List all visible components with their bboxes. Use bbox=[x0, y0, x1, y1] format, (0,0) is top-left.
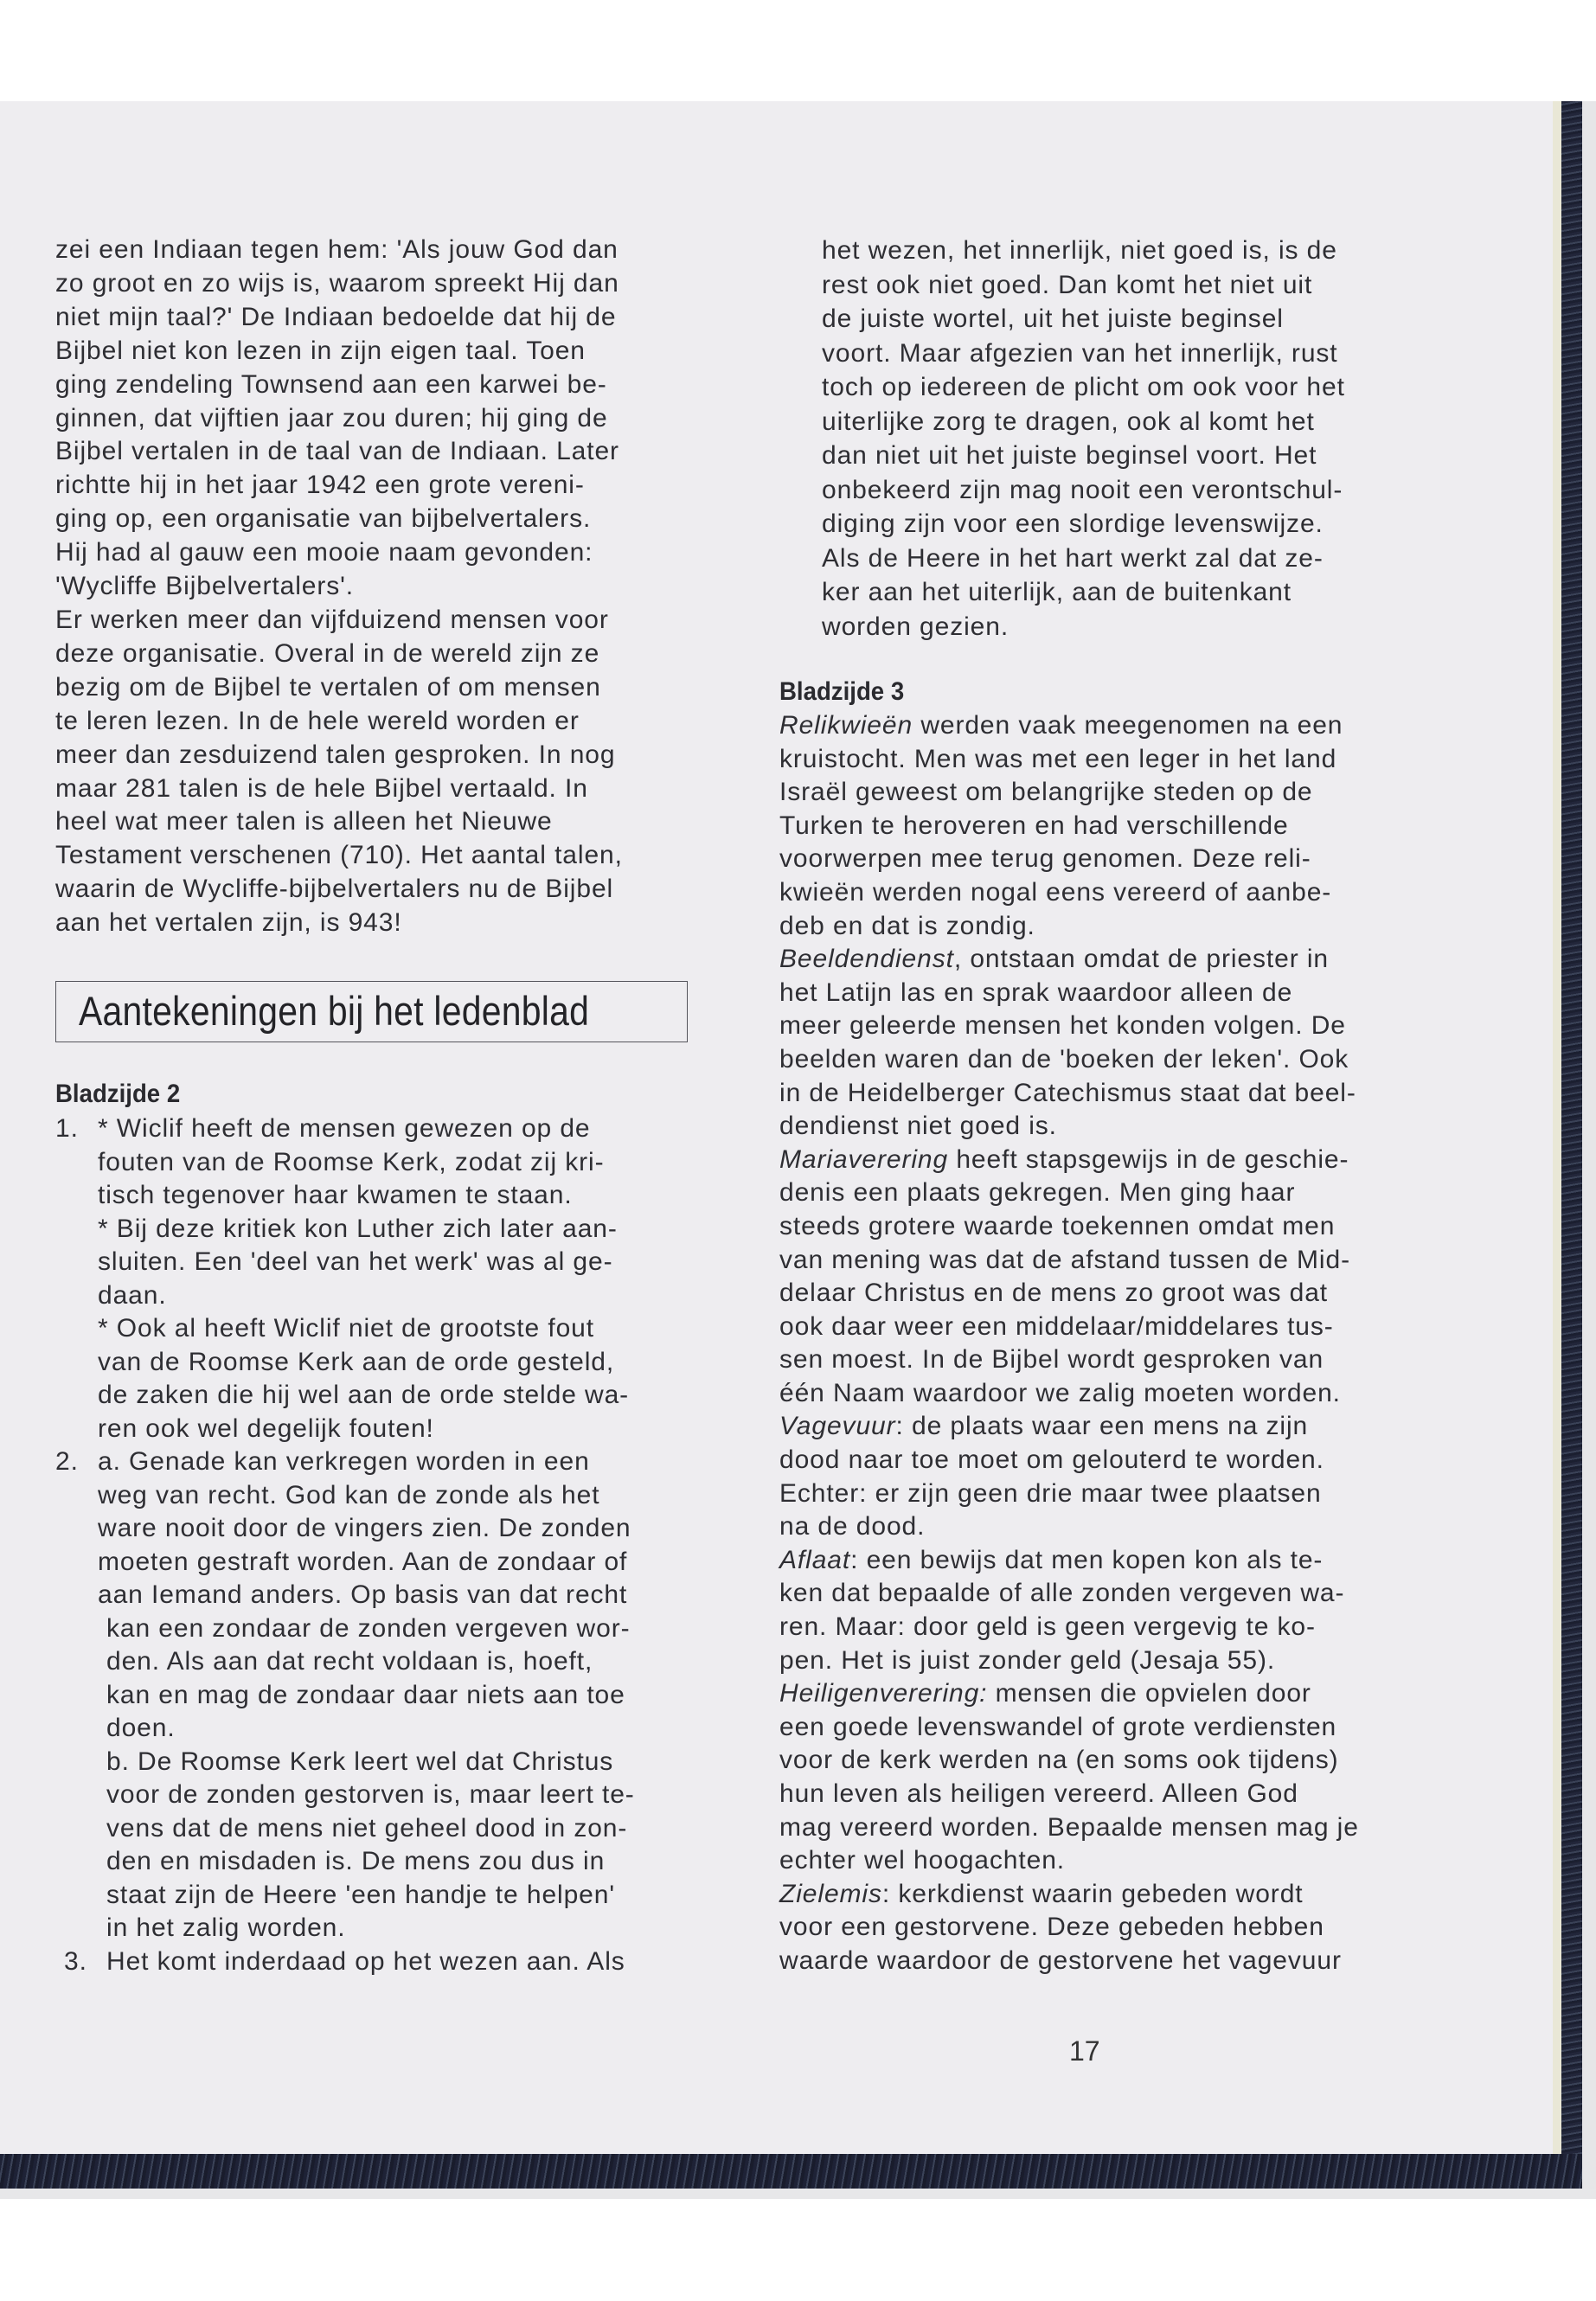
text-line: heel wat meer talen is alleen het Nieuwe bbox=[55, 807, 553, 836]
list-line bbox=[55, 1945, 635, 1979]
glossary-text: dood naar toe moet om gelouterd te worden. bbox=[779, 1445, 1324, 1475]
list-line bbox=[55, 1346, 635, 1380]
text-line: aan het vertalen zijn, is 943! bbox=[55, 908, 402, 938]
glossary-text: : de plaats waar een mens na zijn bbox=[895, 1412, 1309, 1441]
list-line bbox=[55, 1579, 635, 1612]
glossary-text: Echter: er zijn geen drie maar twee plaatsen bbox=[779, 1478, 1322, 1508]
notes-heading: Aantekeningen bij het ledenblad bbox=[79, 988, 590, 1034]
list-line bbox=[55, 1413, 635, 1446]
glossary-line bbox=[779, 1711, 1359, 1745]
glossary-text: pen. Het is juist zonder geld (Jesaja 55). bbox=[779, 1645, 1276, 1675]
list-text: sluiten. Een 'deel van het werk' was al ge- bbox=[98, 1247, 613, 1276]
list-text: fouten van de Roomse Kerk, zodat zij kri- bbox=[98, 1147, 605, 1176]
text-line: Er werken meer dan vijfduizend mensen voor bbox=[55, 605, 609, 634]
glossary-line bbox=[779, 1144, 1359, 1177]
right-column-intro-text bbox=[822, 234, 1345, 644]
glossary-text: kwieën werden nogal eens vereerd of aanbe- bbox=[779, 877, 1332, 907]
text-line: toch op iedereen de plicht om ook voor het bbox=[822, 373, 1345, 401]
glossary-line bbox=[779, 1544, 1359, 1578]
glossary-line bbox=[779, 1343, 1359, 1377]
list-text: weg van recht. God kan de zonde als het bbox=[98, 1480, 600, 1509]
text-line: te leren lezen. In de hele wereld worden er bbox=[55, 706, 580, 735]
text-line: uiterlijke zorg te dragen, ook al komt het bbox=[822, 407, 1315, 436]
text-line: meer dan zesduizend talen gesproken. In nog bbox=[55, 740, 616, 769]
list-line bbox=[55, 1912, 635, 1945]
glossary-term: Heiligenverering: bbox=[779, 1679, 988, 1708]
glossary-text: Turken te heroveren en had verschillende bbox=[779, 811, 1289, 840]
glossary-line bbox=[779, 1577, 1359, 1611]
list-text: daan. bbox=[98, 1280, 167, 1310]
glossary-line bbox=[779, 743, 1359, 777]
list-line bbox=[55, 1546, 635, 1580]
glossary-term: Zielemis bbox=[779, 1879, 882, 1908]
list-line bbox=[55, 1746, 635, 1779]
glossary-line bbox=[779, 1377, 1359, 1411]
list-number: 2. bbox=[55, 1447, 79, 1476]
list-line bbox=[55, 1146, 635, 1180]
list-line bbox=[55, 1812, 635, 1846]
glossary-text: een goede levenswandel of grote verdiensten bbox=[779, 1712, 1337, 1741]
text-line: diging zijn voor een slordige levenswijze. bbox=[822, 510, 1324, 538]
glossary-line bbox=[779, 1477, 1359, 1511]
list-text: vens dat de mens niet geheel dood in zon- bbox=[106, 1813, 628, 1843]
glossary-text: echter wel hoogachten. bbox=[779, 1846, 1066, 1875]
list-line bbox=[55, 1379, 635, 1413]
list-line bbox=[55, 1279, 635, 1313]
text-line: deze organisatie. Overal in de wereld zijn ze bbox=[55, 638, 600, 668]
glossary-line bbox=[779, 1911, 1359, 1945]
glossary-text: voorwerpen mee terug genomen. Deze reli- bbox=[779, 844, 1311, 874]
book-cover-bottom-edge bbox=[0, 2154, 1582, 2189]
glossary-text: kruistocht. Men was met een leger in het land bbox=[779, 744, 1337, 773]
text-line: richtte hij in het jaar 1942 een grote vereni- bbox=[55, 471, 585, 500]
text-line: onbekeerd zijn mag nooit een verontschul- bbox=[822, 475, 1343, 504]
glossary-line bbox=[779, 1009, 1359, 1043]
glossary-text: na de dood. bbox=[779, 1512, 926, 1541]
glossary-text: beelden waren dan de 'boeken der leken'. Ook bbox=[779, 1044, 1349, 1074]
glossary-text: denis een plaats gekregen. Men ging haar bbox=[779, 1178, 1296, 1208]
list-text: moeten gestraft worden. Aan de zondaar of bbox=[98, 1547, 628, 1576]
list-line bbox=[55, 1179, 635, 1213]
list-text: * Bij deze kritiek kon Luther zich later aan- bbox=[98, 1214, 618, 1243]
glossary-term: Mariaverering bbox=[779, 1144, 949, 1174]
list-text: voor de zonden gestorven is, maar leert te- bbox=[106, 1780, 635, 1809]
section-title-bladzijde-2: Bladzijde 2 bbox=[55, 1080, 181, 1108]
glossary-text: deb en dat is zondig. bbox=[779, 911, 1035, 940]
list-line bbox=[55, 1312, 635, 1346]
glossary-line bbox=[779, 943, 1359, 977]
scan-margin-right bbox=[1582, 101, 1596, 2189]
glossary-line bbox=[779, 810, 1359, 843]
glossary-line bbox=[779, 1311, 1359, 1344]
text-line: Bijbel niet kon lezen in zijn eigen taal. Toen bbox=[55, 336, 586, 365]
glossary-text: ook daar weer een middelaar/middelares tus- bbox=[779, 1311, 1334, 1341]
list-number: 3. bbox=[64, 1946, 87, 1976]
glossary-term: Vagevuur bbox=[779, 1412, 896, 1441]
text-line: ging op, een organisatie van bijbelvertalers. bbox=[55, 504, 592, 534]
glossary-line bbox=[779, 1176, 1359, 1210]
text-line: Als de Heere in het hart werkt zal dat ze- bbox=[822, 543, 1324, 573]
glossary-line bbox=[779, 709, 1359, 743]
glossary-text: : een bewijs dat men kopen kon als te- bbox=[850, 1545, 1324, 1574]
list-text: in het zalig worden. bbox=[106, 1913, 346, 1942]
list-line bbox=[55, 1879, 635, 1913]
list-text: staat zijn de Heere 'een handje te helpen' bbox=[106, 1880, 615, 1909]
glossary-text: Israël geweest om belangrijke steden op de bbox=[779, 778, 1313, 807]
glossary-text: ken dat bepaalde of alle zonden vergeven wa- bbox=[779, 1579, 1345, 1608]
text-line: de juiste wortel, uit het juiste beginsel bbox=[822, 304, 1284, 333]
list-text: kan een zondaar de zonden vergeven wor- bbox=[106, 1613, 631, 1643]
text-line: 'Wycliffe Bijbelvertalers'. bbox=[55, 572, 355, 601]
glossary-line bbox=[779, 1945, 1359, 1978]
glossary-line bbox=[779, 910, 1359, 944]
list-line bbox=[55, 1645, 635, 1679]
glossary-line bbox=[779, 1878, 1359, 1912]
text-line: ker aan het uiterlijk, aan de buitenkant bbox=[822, 578, 1292, 606]
text-line: Hij had al gauw een mooie naam gevonden: bbox=[55, 538, 593, 567]
list-line bbox=[55, 1213, 635, 1247]
list-text: ren ook wel degelijk fouten! bbox=[98, 1413, 434, 1443]
list-text: b. De Roomse Kerk leert wel dat Christus bbox=[106, 1747, 614, 1776]
glossary-line bbox=[779, 1277, 1359, 1311]
list-line bbox=[55, 1112, 635, 1146]
glossary-text: werden vaak meegenomen na een bbox=[913, 711, 1343, 740]
list-line bbox=[55, 1612, 635, 1646]
list-line bbox=[55, 1779, 635, 1812]
list-text: a. Genade kan verkregen worden in een bbox=[98, 1447, 590, 1476]
list-text: de zaken die hij wel aan de orde stelde wa- bbox=[98, 1381, 630, 1409]
page-edge bbox=[1553, 101, 1561, 2154]
glossary-line bbox=[779, 1778, 1359, 1811]
list-text: aan Iemand anders. Op basis van dat recht bbox=[98, 1580, 628, 1609]
scan-margin-bottom bbox=[0, 2189, 1596, 2199]
text-line: het wezen, het innerlijk, niet goed is, is de bbox=[822, 236, 1337, 265]
bladzijde-3-glossary-text bbox=[779, 709, 1359, 1978]
text-line: Testament verschenen (710). Het aantal talen, bbox=[55, 841, 623, 870]
list-text: tisch tegenover haar kwamen te staan. bbox=[98, 1181, 573, 1209]
glossary-line bbox=[779, 1110, 1359, 1144]
glossary-text: : kerkdienst waarin gebeden wordt bbox=[881, 1879, 1304, 1908]
list-line bbox=[55, 1246, 635, 1279]
list-text: den. Als aan dat recht voldaan is, hoeft, bbox=[106, 1647, 593, 1676]
glossary-text: steeds grotere waarde toekennen omdat men bbox=[779, 1211, 1336, 1240]
text-line: niet mijn taal?' De Indiaan bedoelde dat hij de bbox=[55, 302, 617, 331]
glossary-line bbox=[779, 1410, 1359, 1444]
list-text: doen. bbox=[106, 1714, 176, 1742]
glossary-text: in de Heidelberger Catechismus staat dat beel- bbox=[779, 1078, 1356, 1107]
glossary-text: mensen die opvielen door bbox=[987, 1679, 1311, 1708]
text-line: maar 281 talen is de hele Bijbel vertaald. In bbox=[55, 773, 588, 803]
glossary-line bbox=[779, 1077, 1359, 1111]
glossary-text: waarde waardoor de gestorvene het vagevuur bbox=[779, 1945, 1342, 1975]
page-number: 17 bbox=[1069, 2035, 1100, 2067]
glossary-line bbox=[779, 1510, 1359, 1544]
list-text: * Wiclif heeft de mensen gewezen op de bbox=[98, 1114, 591, 1143]
text-line: worden gezien. bbox=[822, 612, 1010, 641]
text-line: waarin de Wycliffe-bijbelvertalers nu de Bijbel bbox=[55, 875, 614, 904]
glossary-line bbox=[779, 1744, 1359, 1778]
list-text: den en misdaden is. De mens zou dus in bbox=[106, 1847, 606, 1875]
glossary-text: heeft stapsgewijs in de geschie- bbox=[948, 1144, 1349, 1174]
glossary-text: voor de kerk werden na (en soms ook tijdens) bbox=[779, 1746, 1339, 1775]
text-line: Bijbel vertalen in de taal van de Indiaan. Later bbox=[55, 437, 619, 466]
glossary-text: delaar Christus en de mens zo groot was dat bbox=[779, 1279, 1329, 1308]
glossary-line bbox=[779, 1844, 1359, 1878]
list-text: Het komt inderdaad op het wezen aan. Als bbox=[106, 1946, 625, 1976]
glossary-line bbox=[779, 1611, 1359, 1644]
list-text: van de Roomse Kerk aan de orde gesteld, bbox=[98, 1347, 615, 1376]
glossary-term: Aflaat bbox=[779, 1545, 851, 1574]
glossary-line bbox=[779, 876, 1359, 910]
glossary-text: mag vereerd worden. Bepaalde mensen mag je bbox=[779, 1812, 1359, 1842]
glossary-line bbox=[779, 776, 1359, 810]
glossary-text: ren. Maar: door geld is geen vergevig te ko- bbox=[779, 1612, 1316, 1642]
text-line: ging zendeling Townsend aan een karwei be- bbox=[55, 369, 607, 399]
list-number: 1. bbox=[55, 1114, 79, 1143]
list-text: ware nooit door de vingers zien. De zonden bbox=[98, 1514, 631, 1542]
text-line: bezig om de Bijbel te vertalen of om mensen bbox=[55, 672, 601, 702]
glossary-text: van mening was dat de afstand tussen de Mid- bbox=[779, 1245, 1350, 1274]
text-line: zo groot en zo wijs is, waarom spreekt Hij dan bbox=[55, 268, 619, 298]
notes-heading-box bbox=[55, 981, 688, 1042]
glossary-line bbox=[779, 1644, 1359, 1678]
glossary-text: , ontstaan omdat de priester in bbox=[953, 945, 1329, 974]
glossary-line bbox=[779, 1043, 1359, 1077]
list-text: kan en mag de zondaar daar niets aan toe bbox=[106, 1680, 625, 1709]
list-line bbox=[55, 1479, 635, 1513]
glossary-line bbox=[779, 1244, 1359, 1278]
list-line bbox=[55, 1445, 635, 1479]
list-line bbox=[55, 1679, 635, 1713]
text-line: voort. Maar afgezien van het innerlijk, rust bbox=[822, 338, 1338, 368]
list-line bbox=[55, 1512, 635, 1546]
glossary-line bbox=[779, 843, 1359, 876]
glossary-line bbox=[779, 1210, 1359, 1244]
glossary-line bbox=[779, 1444, 1359, 1477]
text-line: rest ook niet goed. Dan komt het niet uit bbox=[822, 270, 1313, 299]
glossary-text: het Latijn las en sprak waardoor alleen de bbox=[779, 977, 1293, 1007]
bladzijde-2-numbered-notes bbox=[55, 1112, 635, 1978]
glossary-text: sen moest. In de Bijbel wordt gesproken van bbox=[779, 1345, 1324, 1375]
book-cover-right-edge bbox=[1561, 101, 1582, 2189]
text-line: zei een Indiaan tegen hem: 'Als jouw God dan bbox=[55, 235, 619, 264]
text-line: dan niet uit het juiste beginsel voort. Het bbox=[822, 441, 1317, 470]
glossary-text: één Naam waardoor we zalig moeten worden. bbox=[779, 1378, 1341, 1407]
glossary-line bbox=[779, 977, 1359, 1010]
glossary-term: Relikwieën bbox=[779, 711, 913, 740]
glossary-line bbox=[779, 1677, 1359, 1711]
list-line bbox=[55, 1845, 635, 1879]
glossary-line bbox=[779, 1811, 1359, 1845]
list-text: * Ook al heeft Wiclif niet de grootste fout bbox=[98, 1314, 594, 1343]
left-column-intro-text bbox=[55, 234, 623, 940]
glossary-text: hun leven als heiligen vereerd. Alleen God bbox=[779, 1779, 1298, 1808]
list-line bbox=[55, 1712, 635, 1746]
glossary-text: dendienst niet goed is. bbox=[779, 1112, 1057, 1141]
glossary-text: meer geleerde mensen het konden volgen. De bbox=[779, 1011, 1346, 1041]
text-line: ginnen, dat vijftien jaar zou duren; hij ging de bbox=[55, 403, 608, 433]
glossary-text: voor een gestorvene. Deze gebeden hebben bbox=[779, 1913, 1324, 1942]
section-title-bladzijde-3: Bladzijde 3 bbox=[779, 677, 905, 706]
glossary-term: Beeldendienst bbox=[779, 945, 954, 974]
